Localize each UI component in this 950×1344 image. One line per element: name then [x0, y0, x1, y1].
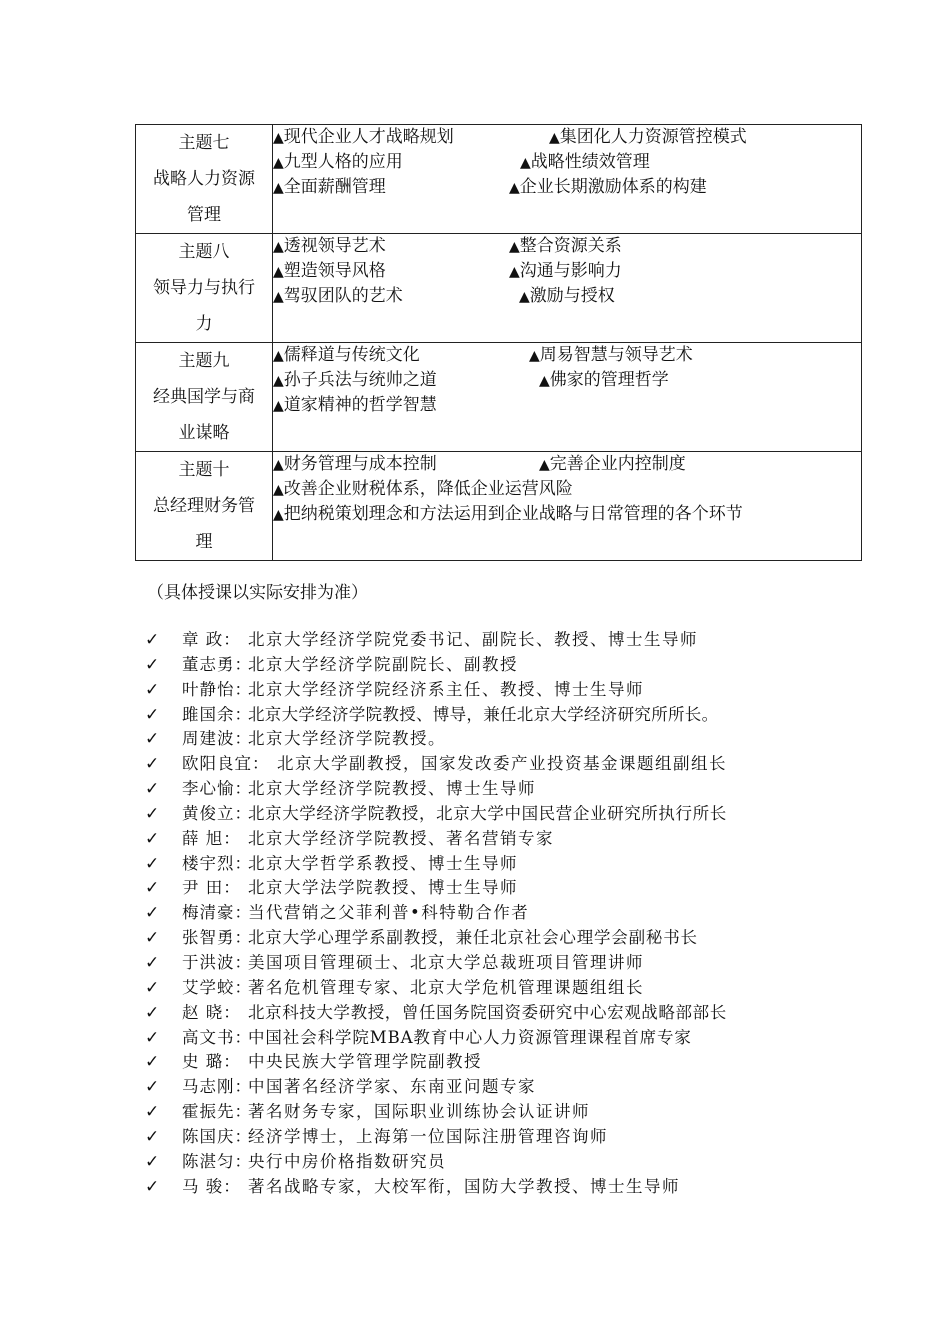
list-item	[0, 752, 950, 777]
topic-name: 管理	[187, 205, 221, 225]
curriculum-table	[135, 124, 862, 561]
list-item	[0, 827, 950, 852]
faculty-name: 雎国余：	[182, 704, 252, 724]
faculty-name: 尹 田：	[182, 878, 241, 898]
checkmark-icon: ✓	[145, 1126, 160, 1147]
topic-name: 力	[195, 314, 213, 334]
faculty-name: 史 璐：	[182, 1052, 241, 1072]
course-item: ▲财务管理与成本控制	[273, 454, 437, 474]
triangle-bullet-icon: ▲	[520, 155, 531, 171]
list-item	[0, 653, 950, 678]
topic-items-cell	[273, 343, 862, 452]
list-item	[0, 926, 950, 951]
faculty-title: 中国著名经济学家、东南亚问题专家	[248, 1077, 536, 1097]
topic-title-cell	[136, 125, 273, 234]
course-item: ▲佛家的管理哲学	[539, 370, 669, 390]
faculty-title: 北京大学经济学院教授，北京大学中国民营企业研究所执行所长	[248, 803, 727, 823]
topic-items-cell	[273, 452, 862, 561]
triangle-bullet-icon: ▲	[273, 348, 284, 364]
faculty-title: 北京大学经济学院经济系主任、教授、博士生导师	[248, 679, 644, 699]
topic-title-cell	[136, 452, 273, 561]
faculty-name: 薛 旭：	[182, 828, 241, 848]
faculty-title: 北京大学经济学院教授、著名营销专家	[248, 828, 554, 848]
item-row	[273, 393, 861, 418]
triangle-bullet-icon: ▲	[273, 457, 284, 473]
list-item	[0, 1175, 950, 1200]
triangle-bullet-icon: ▲	[509, 264, 520, 280]
checkmark-icon: ✓	[145, 729, 160, 750]
faculty-title: 美国项目管理硕士、北京大学总裁班项目管理讲师	[248, 952, 644, 972]
checkmark-icon: ✓	[145, 1052, 160, 1073]
checkmark-icon: ✓	[145, 977, 160, 998]
topic-row	[136, 343, 862, 452]
list-item	[0, 976, 950, 1001]
faculty-name: 于洪波：	[182, 952, 252, 972]
list-item	[0, 1050, 950, 1075]
faculty-name: 周建波：	[182, 729, 252, 749]
checkmark-icon: ✓	[145, 853, 160, 874]
faculty-name: 欧阳良宜：	[182, 754, 270, 774]
faculty-name: 赵 晓：	[182, 1002, 241, 1022]
faculty-title: 北京大学经济学院教授。	[248, 729, 446, 749]
item-row	[273, 234, 861, 259]
item-row	[273, 259, 861, 284]
topic-name: 总经理财务管	[153, 496, 255, 516]
triangle-bullet-icon: ▲	[539, 373, 550, 389]
topic-name: 经典国学与商	[153, 387, 255, 407]
course-item: ▲全面薪酬管理	[273, 177, 386, 197]
course-item: ▲驾驭团队的艺术	[273, 286, 403, 306]
triangle-bullet-icon: ▲	[273, 398, 284, 414]
faculty-title: 中国社会科学院MBA教育中心人力资源管理课程首席专家	[248, 1027, 692, 1047]
checkmark-icon: ✓	[145, 679, 160, 700]
triangle-bullet-icon: ▲	[273, 180, 284, 196]
list-item	[0, 951, 950, 976]
course-item: ▲儒释道与传统文化	[273, 345, 420, 365]
faculty-name: 马 骏：	[182, 1176, 241, 1196]
checkmark-icon: ✓	[145, 704, 160, 725]
triangle-bullet-icon: ▲	[273, 507, 284, 523]
course-item: ▲塑造领导风格	[273, 261, 386, 281]
checkmark-icon: ✓	[145, 630, 160, 650]
list-item	[0, 1125, 950, 1150]
checkmark-icon: ✓	[145, 878, 160, 899]
faculty-name: 董志勇：	[182, 654, 252, 674]
course-item: ▲现代企业人才战略规划	[273, 127, 454, 147]
triangle-bullet-icon: ▲	[529, 348, 540, 364]
list-item	[0, 727, 950, 752]
checkmark-icon: ✓	[145, 1077, 160, 1098]
triangle-bullet-icon: ▲	[549, 130, 560, 146]
checkmark-icon: ✓	[145, 828, 160, 849]
item-row	[273, 175, 861, 200]
triangle-bullet-icon: ▲	[273, 482, 284, 498]
faculty-title: 北京大学经济学院副院长、副教授	[248, 654, 518, 674]
list-item	[0, 1075, 950, 1100]
item-row	[273, 284, 861, 309]
faculty-list	[0, 628, 950, 1199]
course-item: ▲激励与授权	[519, 286, 615, 306]
faculty-title: 北京大学心理学系副教授，兼任北京社会心理学会副秘书长	[248, 928, 698, 948]
faculty-title: 北京大学经济学院教授、博导，兼任北京大学经济研究所所长。	[248, 704, 719, 724]
checkmark-icon: ✓	[145, 1151, 160, 1172]
triangle-bullet-icon: ▲	[519, 289, 530, 305]
triangle-bullet-icon: ▲	[273, 264, 284, 280]
list-item	[0, 802, 950, 827]
course-item: ▲改善企业财税体系，降低企业运营风险	[273, 479, 573, 499]
topic-items-cell	[273, 125, 862, 234]
faculty-title: 当代营销之父菲利普•科特勒合作者	[248, 903, 530, 923]
faculty-title: 北京大学经济学院教授、博士生导师	[248, 779, 536, 799]
faculty-name: 陈湛匀：	[182, 1151, 252, 1171]
list-item	[0, 876, 950, 901]
checkmark-icon: ✓	[145, 779, 160, 800]
faculty-name: 马志刚：	[182, 1077, 252, 1097]
triangle-bullet-icon: ▲	[273, 289, 284, 305]
faculty-title: 北京科技大学教授，曾任国务院国资委研究中心宏观战略部部长	[248, 1002, 727, 1022]
course-item: ▲九型人格的应用	[273, 152, 403, 172]
faculty-title: 著名危机管理专家、北京大学危机管理课题组组长	[248, 977, 644, 997]
triangle-bullet-icon: ▲	[509, 239, 520, 255]
topic-title-cell	[136, 343, 273, 452]
faculty-title: 著名战略专家，大校军衔，国防大学教授、博士生导师	[248, 1176, 680, 1196]
checkmark-icon: ✓	[145, 1102, 160, 1123]
topic-row	[136, 234, 862, 343]
topic-items-cell	[273, 234, 862, 343]
item-row	[273, 502, 861, 527]
faculty-title: 北京大学经济学院党委书记、副院长、教授、博士生导师	[248, 630, 698, 649]
faculty-name: 楼宇烈：	[182, 853, 252, 873]
faculty-title: 央行中房价格指数研究员	[248, 1151, 446, 1171]
faculty-name: 黄俊立：	[182, 803, 252, 823]
faculty-name: 霍振先：	[182, 1102, 252, 1122]
triangle-bullet-icon: ▲	[539, 457, 550, 473]
item-row	[273, 452, 861, 477]
course-item: ▲透视领导艺术	[273, 236, 386, 256]
topic-name: 理	[195, 532, 213, 552]
list-item	[0, 1150, 950, 1175]
course-item: ▲企业长期激励体系的构建	[509, 177, 707, 197]
triangle-bullet-icon: ▲	[273, 373, 284, 389]
list-item	[0, 1100, 950, 1125]
checkmark-icon: ✓	[145, 1176, 160, 1197]
checkmark-icon: ✓	[145, 952, 160, 973]
topic-name: 业谋略	[178, 423, 230, 443]
course-item: ▲完善企业内控制度	[539, 454, 686, 474]
course-item: ▲战略性绩效管理	[520, 152, 650, 172]
faculty-name: 章 政：	[182, 630, 241, 649]
faculty-title: 著名财务专家，国际职业训练协会认证讲师	[248, 1102, 590, 1122]
checkmark-icon: ✓	[145, 928, 160, 949]
course-item: ▲道家精神的哲学智慧	[273, 395, 437, 415]
list-item	[0, 1001, 950, 1026]
checkmark-icon: ✓	[145, 1027, 160, 1048]
faculty-title: 中央民族大学管理学院副教授	[248, 1052, 482, 1072]
faculty-name: 艾学蛟：	[182, 977, 252, 997]
triangle-bullet-icon: ▲	[273, 130, 284, 146]
topic-number: 主题十	[178, 460, 230, 480]
topic-name: 领导力与执行	[153, 278, 255, 298]
item-row	[273, 368, 861, 393]
checkmark-icon: ✓	[145, 754, 160, 775]
list-item	[0, 628, 950, 653]
list-item	[0, 1026, 950, 1051]
topic-name: 战略人力资源	[153, 169, 255, 189]
faculty-name: 张智勇：	[182, 928, 252, 948]
triangle-bullet-icon: ▲	[273, 239, 284, 255]
schedule-note: （具体授课以实际安排为准）	[147, 583, 368, 603]
course-item: ▲集团化人力资源管控模式	[549, 127, 747, 147]
faculty-name: 梅清豪：	[182, 903, 252, 923]
topic-number: 主题八	[178, 242, 230, 262]
topic-number: 主题九	[178, 351, 230, 371]
list-item	[0, 703, 950, 728]
course-item: ▲整合资源关系	[509, 236, 622, 256]
item-row	[273, 150, 861, 175]
triangle-bullet-icon: ▲	[273, 155, 284, 171]
list-item	[0, 678, 950, 703]
course-item: ▲周易智慧与领导艺术	[529, 345, 693, 365]
faculty-title: 经济学博士，上海第一位国际注册管理咨询师	[248, 1126, 608, 1146]
faculty-name: 叶静怡：	[182, 679, 252, 699]
checkmark-icon: ✓	[145, 654, 160, 675]
topic-row	[136, 452, 862, 561]
list-item	[0, 901, 950, 926]
topic-title-cell	[136, 234, 273, 343]
item-row	[273, 343, 861, 368]
checkmark-icon: ✓	[145, 803, 160, 824]
item-row	[273, 477, 861, 502]
course-item: ▲沟通与影响力	[509, 261, 622, 281]
faculty-title: 北京大学副教授，国家发改委产业投资基金课题组副组长	[277, 754, 727, 774]
topic-row	[136, 125, 862, 234]
topic-number: 主题七	[178, 133, 230, 153]
item-row	[273, 125, 861, 150]
faculty-name: 高文书：	[182, 1027, 252, 1047]
list-item	[0, 777, 950, 802]
triangle-bullet-icon: ▲	[509, 180, 520, 196]
faculty-title: 北京大学法学院教授、博士生导师	[248, 878, 518, 898]
course-item: ▲孙子兵法与统帅之道	[273, 370, 437, 390]
list-item	[0, 852, 950, 877]
course-item: ▲把纳税策划理念和方法运用到企业战略与日常管理的各个环节	[273, 504, 743, 524]
faculty-name: 陈国庆：	[182, 1126, 252, 1146]
checkmark-icon: ✓	[145, 903, 160, 924]
checkmark-icon: ✓	[145, 1002, 160, 1023]
faculty-name: 李心愉：	[182, 779, 252, 799]
faculty-title: 北京大学哲学系教授、博士生导师	[248, 853, 518, 873]
